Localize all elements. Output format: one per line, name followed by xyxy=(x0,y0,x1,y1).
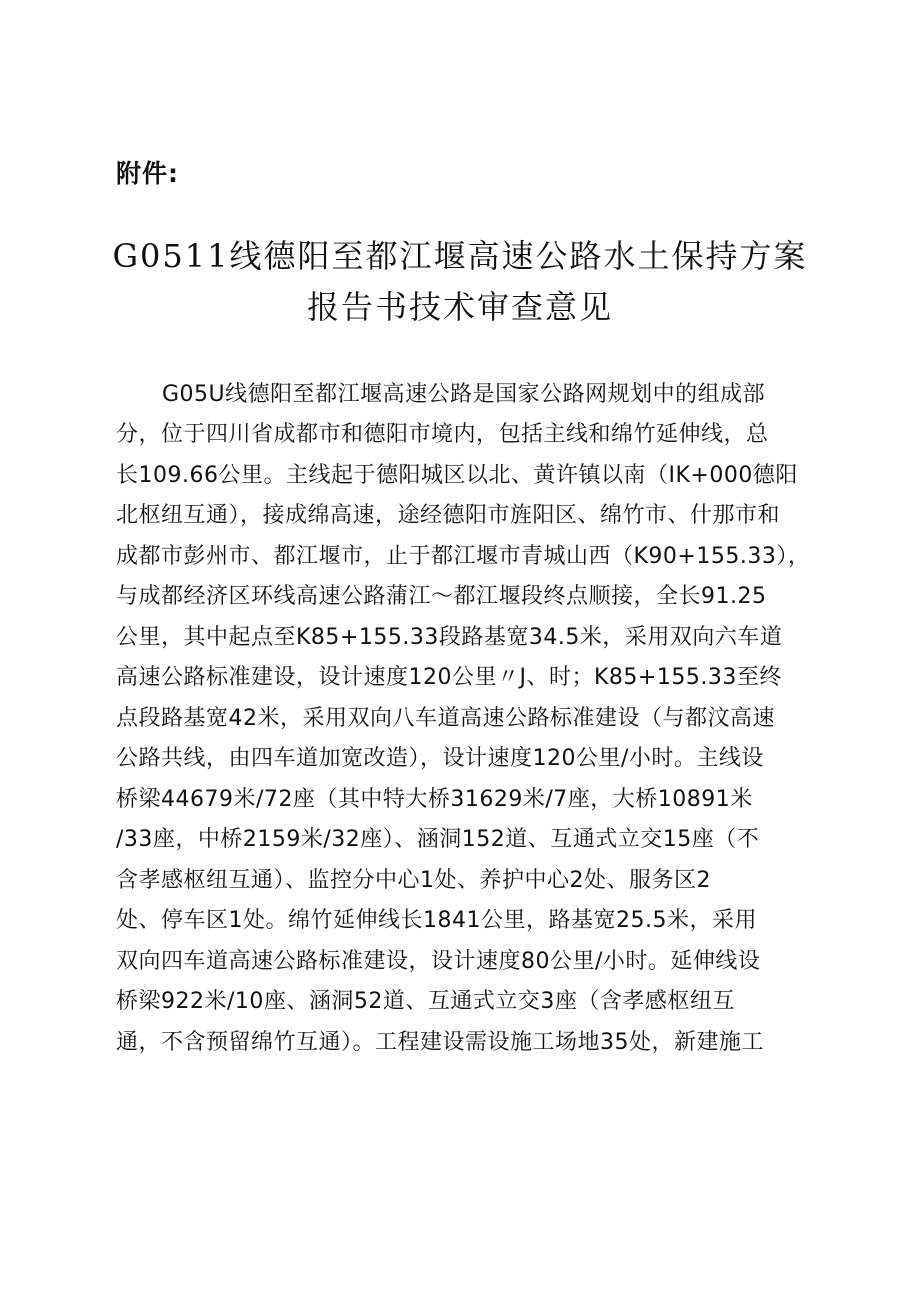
body-line: 点段路基宽42米，采用双向八车道高速公路标准建设（与都汶高速 xyxy=(116,706,775,731)
body-line: 公里，其中起点至K85+155.33段路基宽34.5米，采用双向六车道 xyxy=(116,625,783,650)
attachment-label: 附件: xyxy=(116,159,179,188)
body-line: 桥梁44679米/72座（其中特大桥31629米/7座，大桥10891米 xyxy=(116,787,753,812)
body-line: 成都市彭州市、都江堰市，止于都江堰市青城山西（K90+155.33）， xyxy=(116,544,811,569)
body-line: /33座，中桥2159米/32座）、涵洞152道、互通式立交15座（不 xyxy=(116,827,760,852)
body-line: 高速公路标准建设，设计速度120公里〃J、时；K85+155.33至终 xyxy=(116,665,782,690)
body-line: G05U线德阳至都江堰高速公路是国家公路网规划中的组成部 xyxy=(162,382,766,407)
body-line: 北枢纽互通），接成绵高速，途经德阳市旌阳区、绵竹市、什那市和 xyxy=(116,503,781,528)
body-line: 桥梁922米/10座、涵洞52道、互通式立交3座（含孝感枢纽互 xyxy=(116,989,735,1014)
body-line: 与成都经济区环线高速公路蒲江～都江堰段终点顺接，全长91.25 xyxy=(116,584,767,609)
body-line: 分，位于四川省成都市和德阳市境内，包括主线和绵竹延伸线，总 xyxy=(116,422,769,447)
body-line: 长109.66公里。主线起于德阳城区以北、黄许镇以南（IK+000德阳 xyxy=(116,463,798,488)
document-title-line-1: G0511线德阳至都江堰高速公路水土保持方案 xyxy=(112,237,808,275)
body-line: 处、停车区1处。绵竹延伸线长1841公里，路基宽25.5米，采用 xyxy=(116,908,757,933)
document-title-line-2: 报告书技术审查意见 xyxy=(306,288,613,326)
body-line: 双向四车道高速公路标准建设，设计速度80公里/小时。延伸线设 xyxy=(116,949,761,974)
body-line: 通，不含预留绵竹互通）。工程建设需设施工场地35处，新建施工 xyxy=(116,1030,764,1055)
body-line: 含孝感枢纽互通）、监控分中心1处、养护中心2处、服务区2 xyxy=(116,868,711,893)
body-line: 公路共线，由四车道加宽改造），设计速度120公里/小时。主线设 xyxy=(116,746,764,771)
